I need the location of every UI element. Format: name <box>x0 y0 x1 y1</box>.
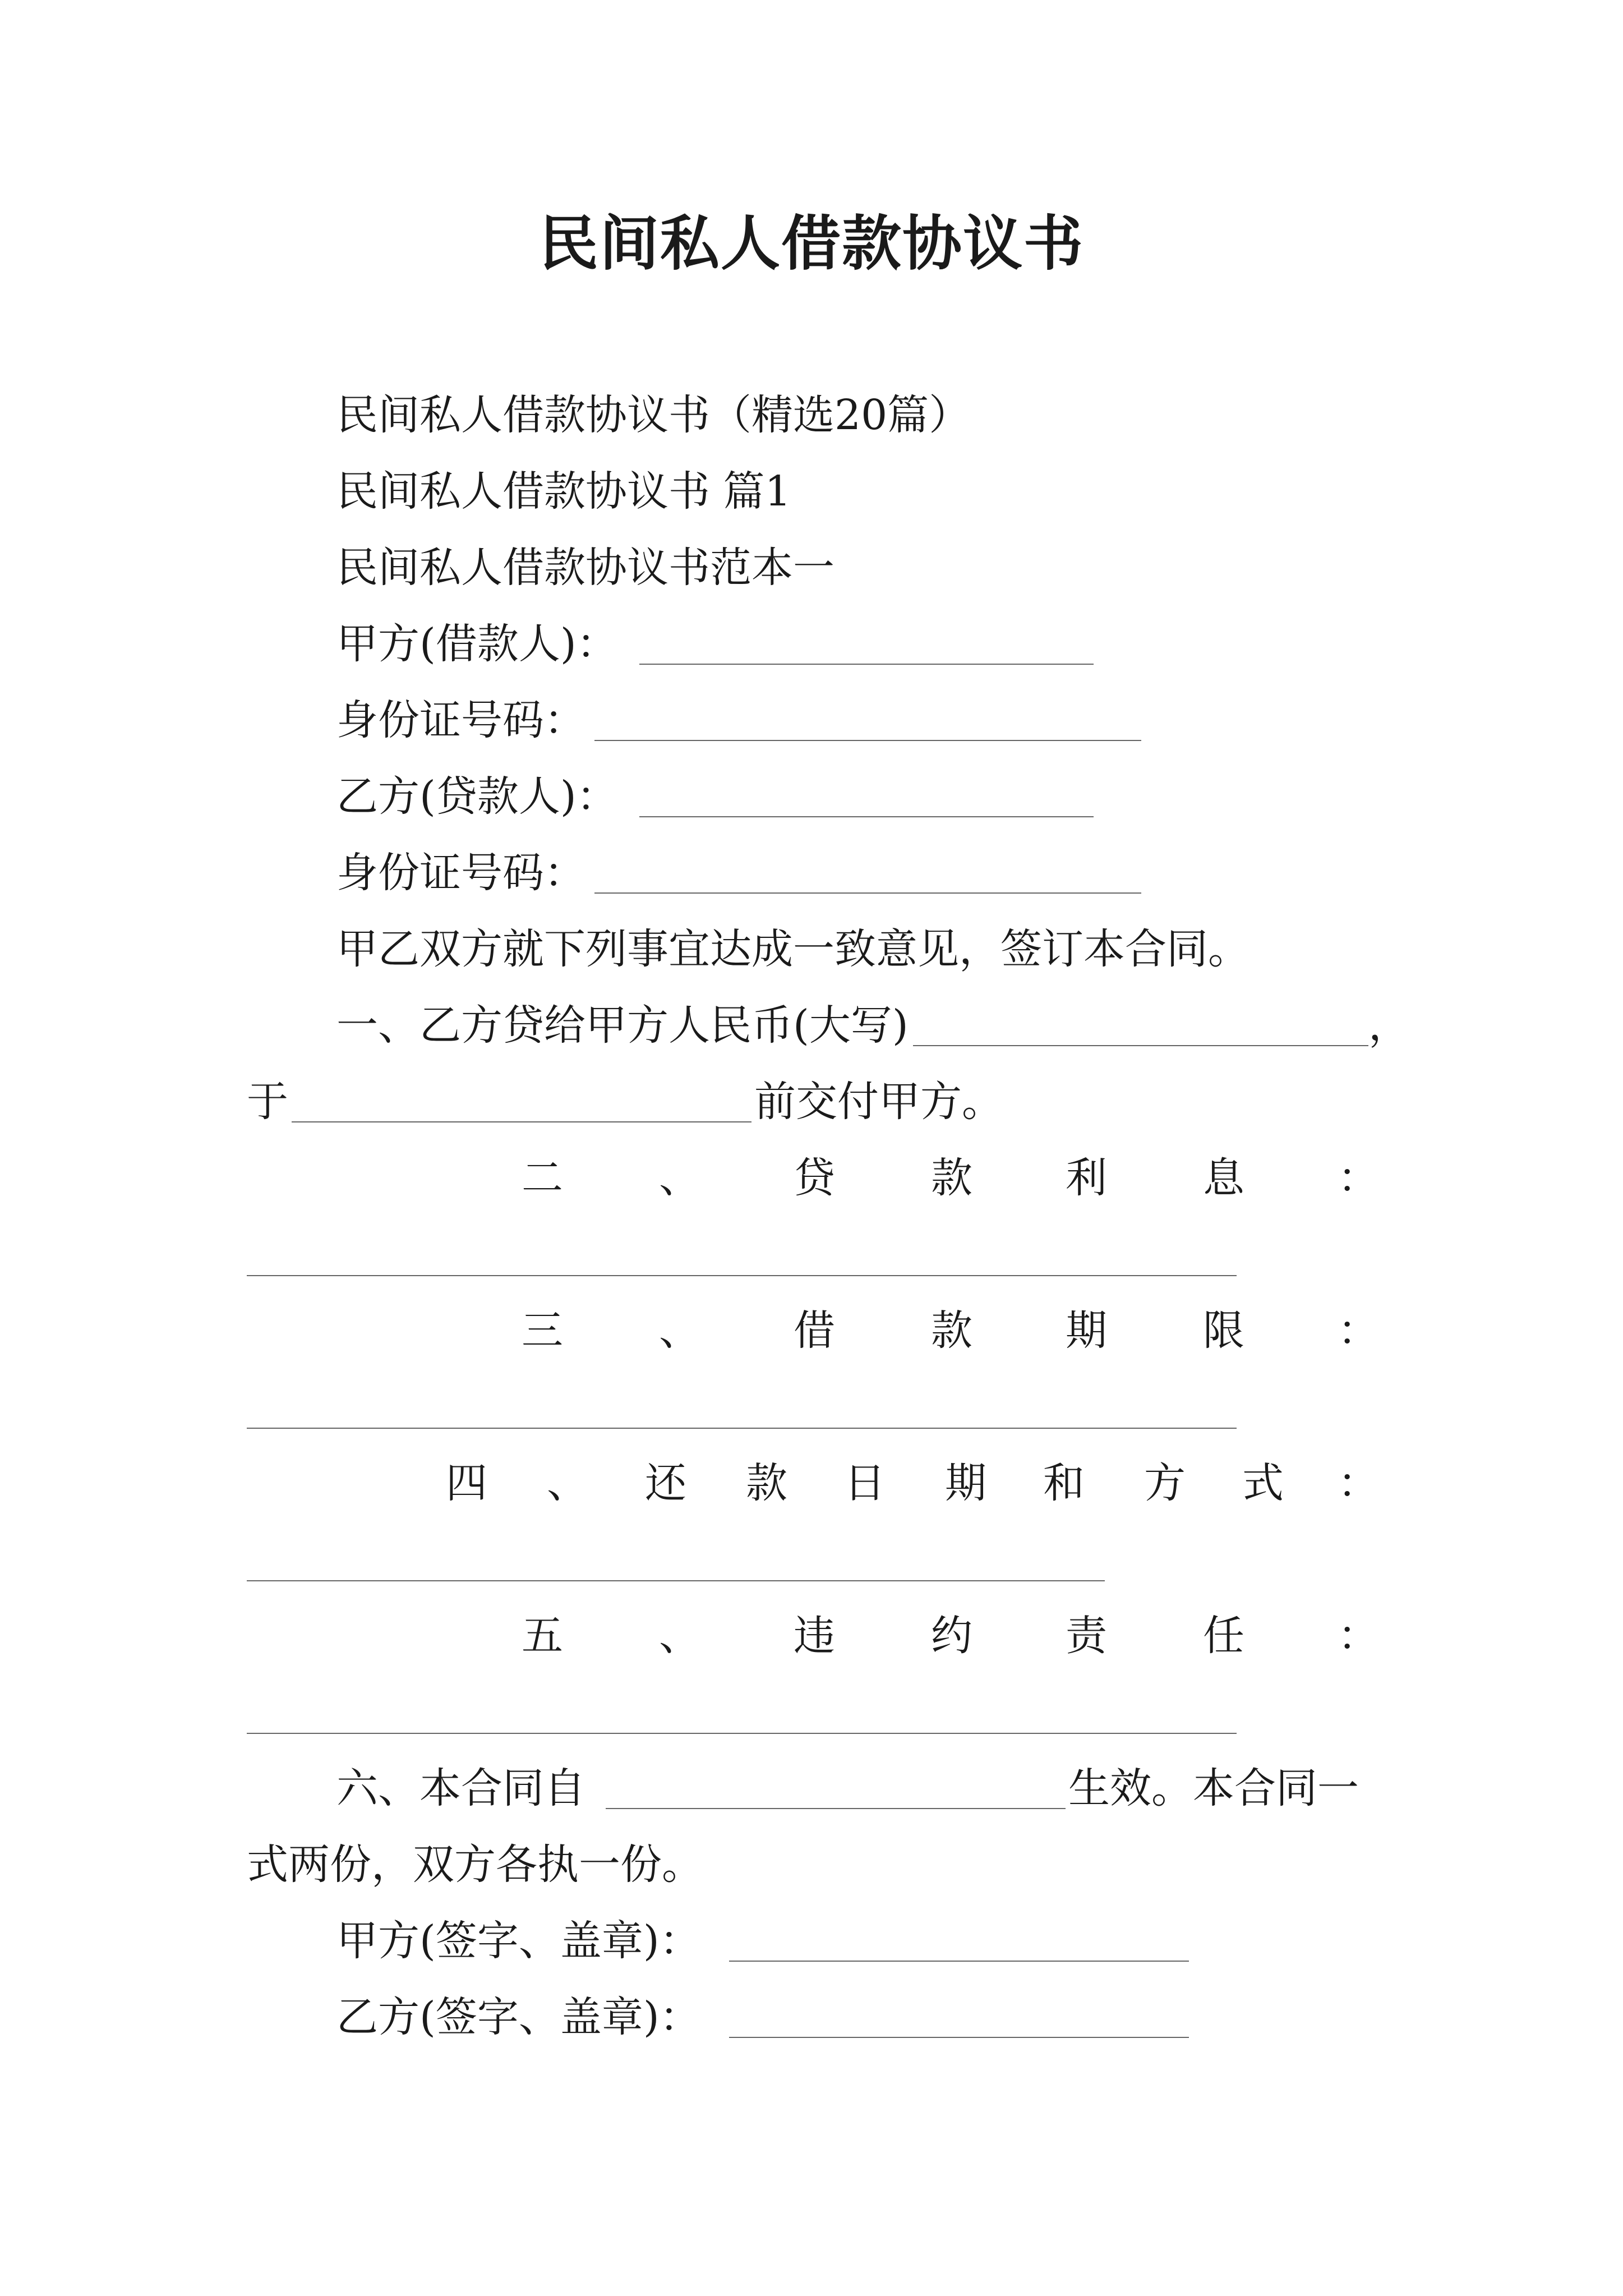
clause1-amount-blank <box>913 1045 1368 1046</box>
clause4-char: ： <box>1338 1459 1379 1507</box>
party-b-blank <box>639 816 1094 817</box>
clause4-char: 款 <box>746 1459 787 1507</box>
clause4-blank <box>247 1580 1105 1581</box>
clause5-blank <box>247 1733 1237 1734</box>
clause1-comma: ， <box>1368 1001 1410 1050</box>
clause1-suffix: 前交付甲方。 <box>754 1078 1003 1126</box>
clause5-char: 任 <box>1203 1612 1244 1660</box>
clause4-char: 和 <box>1043 1459 1085 1507</box>
clause2-char: 二 <box>522 1154 563 1202</box>
id-b-blank <box>594 892 1141 894</box>
clause3-char: 款 <box>931 1306 972 1355</box>
clause4-char: 、 <box>547 1459 588 1507</box>
clause5-char: 违 <box>794 1612 835 1660</box>
clause2-heading <box>0 1150 1623 1206</box>
clause6-date-blank <box>606 1808 1066 1809</box>
clause3-char: ： <box>1338 1306 1379 1355</box>
clause2-char: 款 <box>931 1154 972 1202</box>
clause2-blank <box>247 1275 1237 1276</box>
clause2-char: 贷 <box>794 1154 835 1202</box>
clause1-date-blank <box>292 1121 751 1122</box>
clause6-suffix: 生效。本合同一 <box>1068 1764 1359 1812</box>
clause5-char: ： <box>1338 1612 1379 1660</box>
clause4-char: 还 <box>645 1459 686 1507</box>
id-label-a: 身份证号码： <box>336 696 585 744</box>
clause5-char: 五 <box>522 1612 563 1660</box>
clause3-char: 借 <box>794 1306 835 1355</box>
party-a-label: 甲方(借款人)： <box>336 620 618 668</box>
id-label-b: 身份证号码： <box>336 849 585 897</box>
clause5-char: 约 <box>931 1612 972 1660</box>
sign-a-blank <box>729 1961 1189 1962</box>
clause6-prefix: 六、本合同自 <box>336 1764 585 1812</box>
clause2-char: 息 <box>1203 1154 1244 1202</box>
clause4-char: 日 <box>844 1459 886 1507</box>
sign-a-label: 甲方(签字、盖章)： <box>336 1917 701 1965</box>
clause4-char: 式 <box>1242 1459 1284 1507</box>
id-a-blank <box>594 740 1141 741</box>
clause4-char: 方 <box>1144 1459 1186 1507</box>
clause3-blank <box>247 1428 1237 1429</box>
clause5-char: 责 <box>1066 1612 1107 1660</box>
agreement-intro: 甲乙双方就下列事宜达成一致意见，签订本合同。 <box>336 925 1249 973</box>
clause3-heading <box>0 1303 1623 1359</box>
clause2-char: ： <box>1338 1154 1379 1202</box>
clause5-char: 、 <box>659 1612 700 1660</box>
clause2-char: 、 <box>659 1154 700 1202</box>
party-b-label: 乙方(贷款人)： <box>336 772 618 821</box>
clause1-yu: 于 <box>247 1078 288 1126</box>
clause1-prefix: 一、乙方贷给甲方人民币(大写) <box>336 1001 909 1050</box>
sample-line: 民间私人借款协议书范本一 <box>336 544 834 592</box>
sign-b-label: 乙方(签字、盖章)： <box>336 1993 701 2041</box>
clause4-char: 期 <box>945 1459 986 1507</box>
article-line: 民间私人借款协议书 篇1 <box>336 467 791 516</box>
heading-line: 民间私人借款协议书（精选20篇） <box>336 391 971 439</box>
clause2-char: 利 <box>1066 1154 1107 1202</box>
clause3-char: 限 <box>1203 1306 1244 1355</box>
clause6-line2: 式两份，双方各执一份。 <box>247 1841 703 1889</box>
sign-b-blank <box>729 2037 1189 2038</box>
clause3-char: 、 <box>659 1306 700 1355</box>
party-a-blank <box>639 664 1094 665</box>
clause4-heading <box>0 1455 1623 1511</box>
document-title: 民间私人借款协议书 <box>539 208 1084 278</box>
clause4-char: 四 <box>446 1459 487 1507</box>
clause3-char: 期 <box>1066 1306 1107 1355</box>
clause5-heading <box>0 1608 1623 1664</box>
clause3-char: 三 <box>522 1306 563 1355</box>
